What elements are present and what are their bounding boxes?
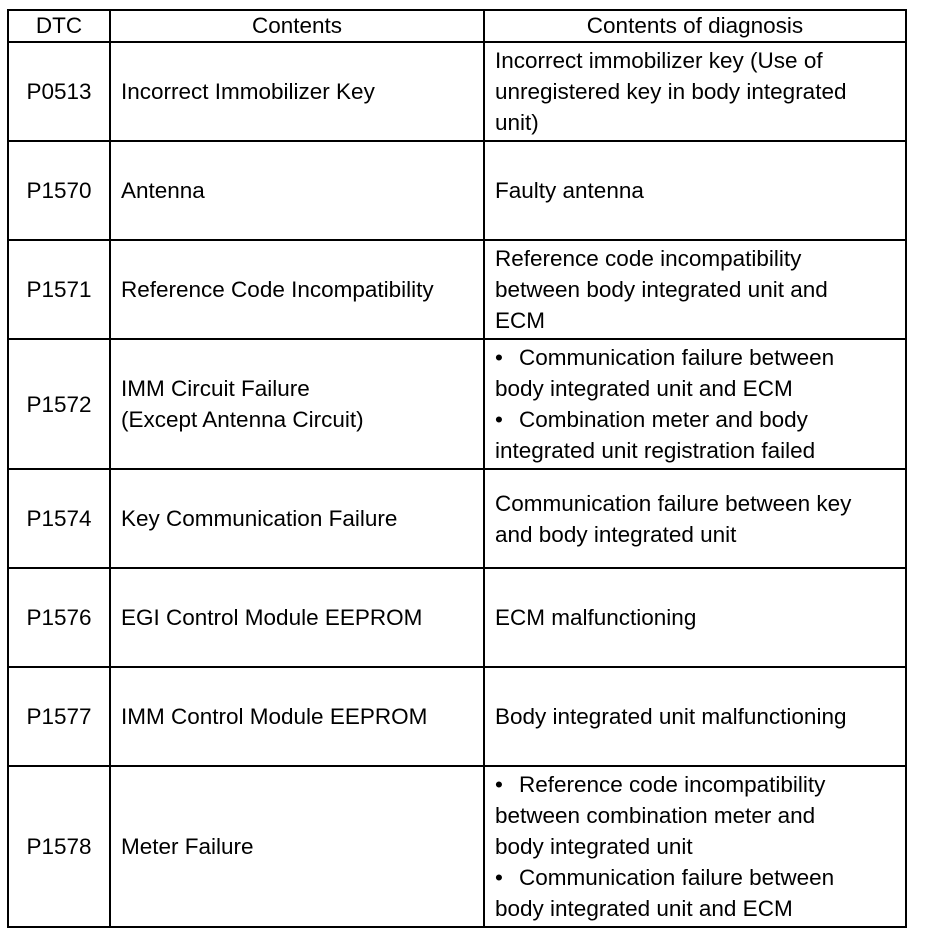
dtc-contents [110,469,484,568]
diagnosis-line: ECM [495,308,545,333]
bullet-text: Combination meter and body [519,407,808,432]
dtc-diagnosis [484,339,906,469]
diagnosis-line: unregistered key in body integrated [495,79,847,104]
diagnosis-line: Communication failure between key [495,490,852,516]
bullet-continuation [495,831,895,862]
bullet-item [495,769,895,800]
contents-line: IMM Circuit Failure [121,376,310,401]
diagnosis-line: Body integrated unit malfunctioning [495,704,847,729]
bullet-text: Communication failure between [519,865,835,890]
contents-line: Incorrect Immobilizer Key [121,79,375,104]
diagnosis-line: unit) [495,110,539,135]
contents-line: Meter Failure [121,834,254,859]
table-body [8,42,906,927]
dtc-code: P1572 [8,339,110,469]
dtc-contents [110,42,484,141]
dtc-diagnosis [484,141,906,240]
header-row [8,10,906,42]
table-row [8,766,906,927]
bullet-icon: • [495,772,503,797]
dtc-code: P1570 [8,141,110,240]
dtc-contents [110,568,484,667]
bullet-text: body integrated unit [495,834,693,859]
bullet-continuation [495,800,895,831]
dtc-diagnosis [484,240,906,339]
diagnosis-line: between body integrated unit and [495,277,828,302]
dtc-code: P1576 [8,568,110,667]
bullet-text: Reference code incompatibility [519,772,826,797]
contents-line: (Except Antenna Circuit) [121,407,364,432]
header-dtc: DTC [8,10,110,42]
contents-line: IMM Control Module EEPROM [121,704,428,729]
dtc-code: P1571 [8,240,110,339]
dtc-diagnosis [484,667,906,766]
table-row [8,240,906,339]
contents-line: EGI Control Module EEPROM [121,605,423,630]
dtc-table [7,9,907,928]
bullet-continuation [495,435,895,466]
bullet-text: body integrated unit and ECM [495,896,793,921]
diagnosis-line: ECM malfunctioning [495,605,697,630]
dtc-code: P1574 [8,469,110,568]
bullet-continuation [495,893,895,924]
dtc-diagnosis [484,568,906,667]
header-diagnosis: Contents of diagnosis [484,10,906,42]
dtc-contents [110,766,484,927]
bullet-icon: • [495,865,503,890]
table-header [8,10,906,42]
table-row [8,141,906,240]
contents-line: Reference Code Incompatibility [121,277,434,302]
dtc-code: P0513 [8,42,110,141]
table-row [8,42,906,141]
dtc-contents [110,667,484,766]
bullet-continuation [495,373,895,404]
diagnosis-line: and body integrated unit [495,521,737,547]
bullet-text: between combination meter and [495,803,816,828]
dtc-code: P1577 [8,667,110,766]
dtc-diagnosis [484,766,906,927]
diagnosis-line: Reference code incompatibility [495,246,802,271]
bullet-icon: • [495,345,503,370]
bullet-text: integrated unit registration failed [495,438,816,463]
bullet-item [495,342,895,373]
table-row [8,339,906,469]
table-row [8,667,906,766]
contents-line: Antenna [121,178,205,203]
dtc-contents [110,141,484,240]
diagnosis-line: Incorrect immobilizer key (Use of [495,48,823,73]
dtc-contents [110,240,484,339]
bullet-item [495,404,895,435]
table-row [8,469,906,568]
bullet-text: body integrated unit and ECM [495,376,793,401]
table-row [8,568,906,667]
bullet-item [495,862,895,893]
dtc-code: P1578 [8,766,110,927]
bullet-text: Communication failure between [519,345,835,370]
dtc-contents [110,339,484,469]
bullet-icon: • [495,407,503,432]
dtc-diagnosis [484,469,906,568]
dtc-diagnosis [484,42,906,141]
header-contents: Contents [110,10,484,42]
contents-line: Key Communication Failure [121,506,398,531]
diagnosis-line: Faulty antenna [495,178,644,203]
